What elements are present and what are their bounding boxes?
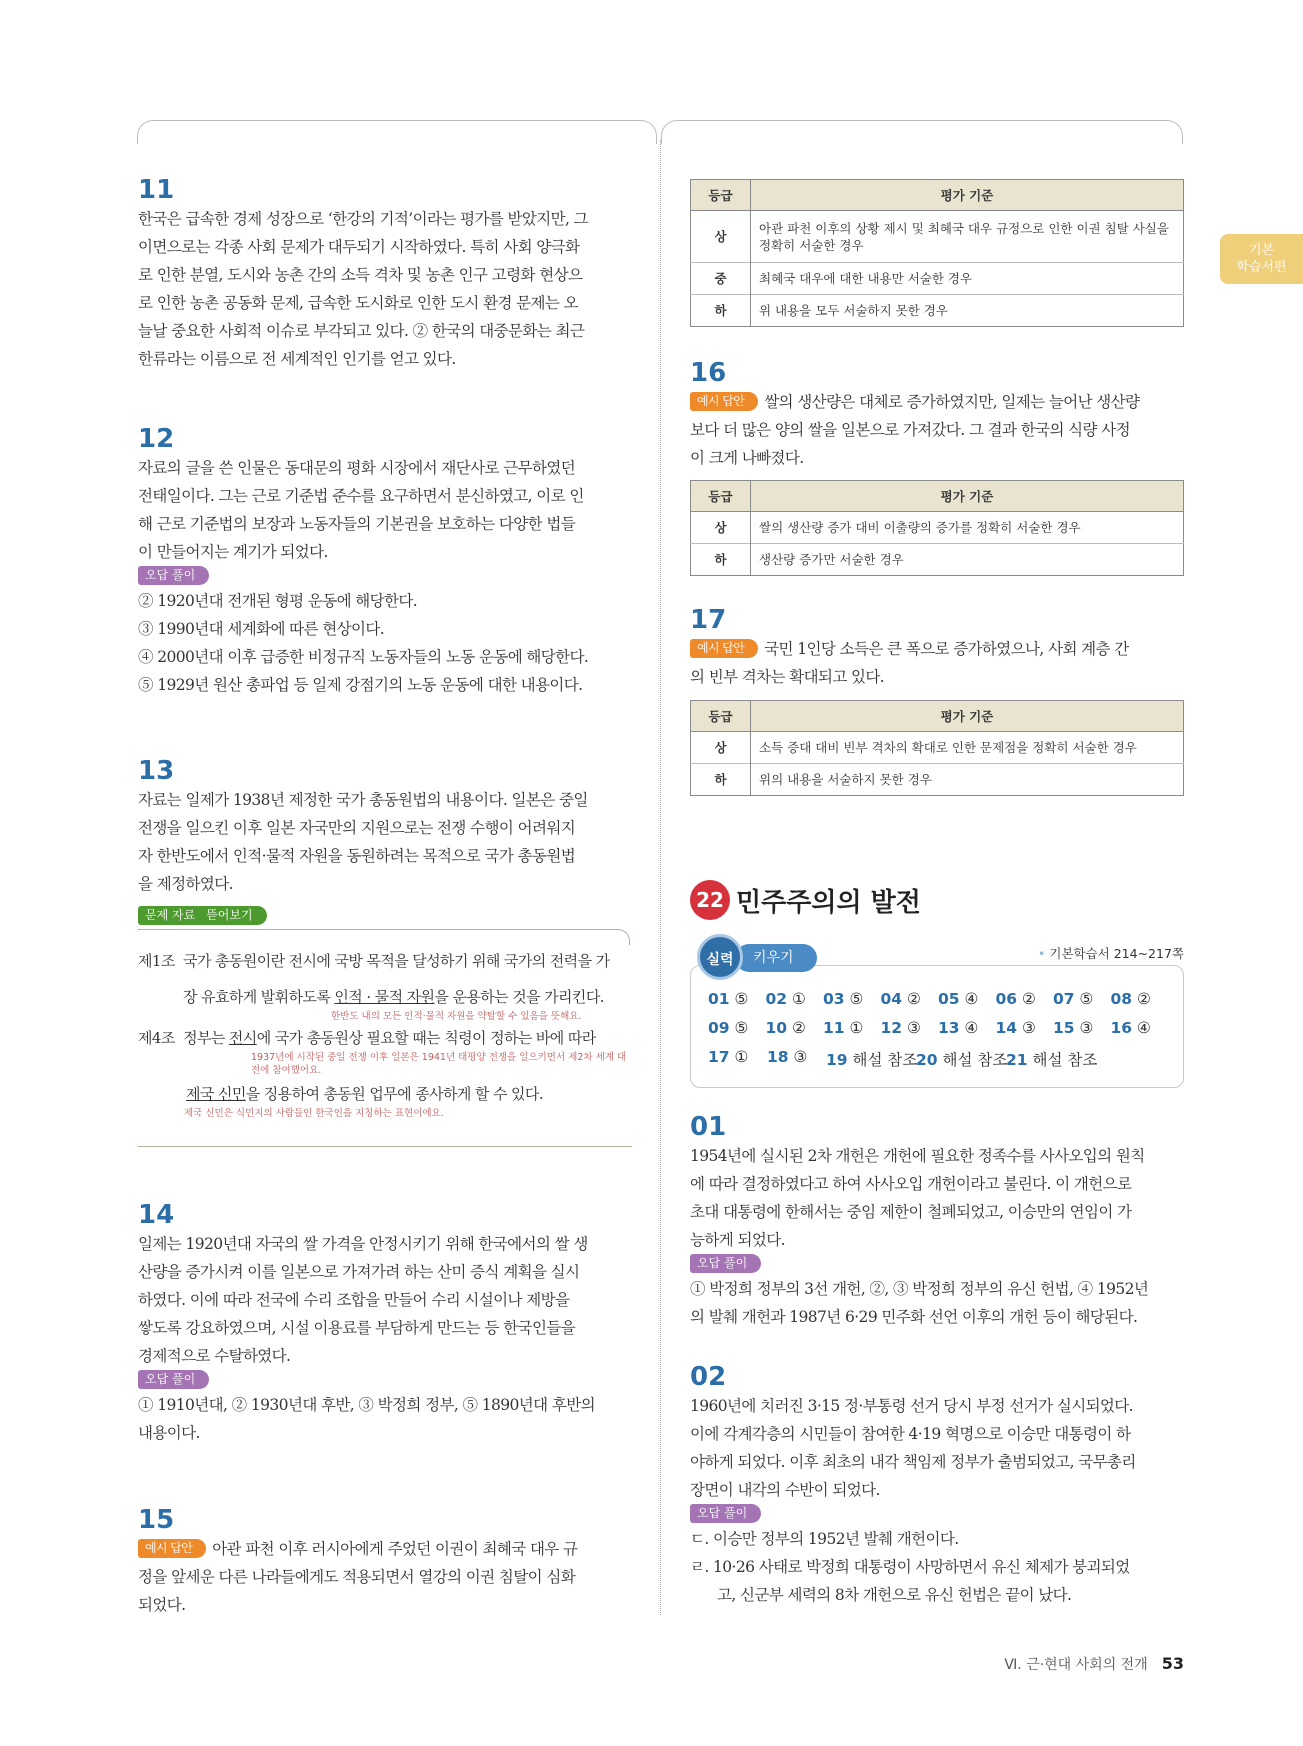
answer-choice: 해설 참조	[852, 1051, 918, 1069]
law-text-underlined: 전시	[228, 1029, 257, 1047]
answer-choice: ⑤	[1079, 990, 1094, 1008]
answer-choice: ④	[964, 1019, 979, 1037]
text-line: 늘날 중요한 사회적 이슈로 부각되고 있다. ② 한국의 대중문화는 최근	[138, 322, 585, 340]
answer-number: 08	[1110, 990, 1133, 1008]
text-line: 이에 각계각층의 시민들이 참여한 4·19 혁명으로 이승만 대통령이 하	[690, 1425, 1131, 1443]
table-row	[691, 544, 1184, 576]
text-line: 되었다.	[138, 1596, 186, 1614]
grading-table-16	[690, 480, 1184, 576]
answer-02-block	[690, 1362, 1184, 1609]
answer-item	[1006, 1048, 1096, 1077]
footer-section: Ⅵ. 근·현대 사회의 전개	[1004, 1657, 1148, 1673]
answer-choice: ②	[907, 990, 921, 1008]
answer-number: 12	[880, 1019, 903, 1037]
table-row	[691, 263, 1184, 295]
law-text: 장 유효하게 발휘하도록	[183, 988, 335, 1006]
list-item: ⑤ 1929년 원산 총파업 등 일제 강점기의 노동 운동에 대한 내용이다.	[138, 676, 583, 694]
table-header: 등급	[691, 481, 751, 512]
list-item: ㄷ. 이승만 정부의 1952년 발췌 개헌이다.	[690, 1530, 959, 1548]
q15-text	[138, 1535, 634, 1619]
text-line: 자 한반도에서 인적·물적 자원을 동원하려는 목적으로 국가 총동원법	[138, 847, 576, 865]
answer-number: 16	[1110, 1019, 1133, 1037]
list-item: ④ 2000년대 이후 급증한 비정규직 노동자들의 노동 운동에 해당한다.	[138, 648, 589, 666]
list-item: ② 1920년대 전개된 형평 운동에 해당한다.	[138, 592, 418, 610]
answer-02-text	[690, 1392, 1184, 1504]
answer-item	[708, 1048, 767, 1077]
table-row	[691, 732, 1184, 764]
source-tag-2: 뜯어보기	[199, 906, 266, 925]
text-line: 쌓도록 강요하였으며, 시설 이용료를 부담하게 만드는 등 한국인들을	[138, 1319, 576, 1337]
answer-choice: ②	[792, 1019, 806, 1037]
answer-item	[881, 990, 939, 1019]
question-number: 11	[138, 175, 175, 205]
table-row	[691, 512, 1184, 544]
sample-answer-tag: 예시 답안	[138, 1539, 206, 1558]
law-text: 을 운용하는 것을 가리킨다.	[434, 988, 604, 1006]
answer-choice: ④	[1137, 1019, 1151, 1037]
annotation-note: 제국 신민은 식민지의 사람들인 한국인을 지칭하는 표현이에요.	[184, 1108, 444, 1119]
text-line: 장면이 내각의 수반이 되었다.	[690, 1481, 880, 1499]
answer-row	[708, 1019, 1168, 1048]
column-divider	[660, 140, 661, 1615]
source-box-content	[138, 948, 634, 1120]
answer-item	[1053, 990, 1111, 1019]
answer-choice: ①	[792, 990, 806, 1008]
criteria-cell: 소득 증대 대비 빈부 격차의 확대로 인한 문제점을 정확히 서술한 경우	[751, 732, 1184, 764]
grade-cell: 상	[691, 512, 751, 544]
criteria-cell: 위의 내용을 서술하지 못한 경우	[751, 764, 1184, 796]
answer-item	[708, 1019, 766, 1048]
answer-choice: ②	[1022, 990, 1036, 1008]
answer-key-grid	[708, 990, 1168, 1077]
skill-pill: 키우기	[735, 944, 817, 972]
list-item: ③ 1990년대 세계화에 따른 현상이다.	[138, 620, 385, 638]
text-line: 일제는 1920년대 자국의 쌀 가격을 안정시키기 위해 한국에서의 쌀 생	[138, 1235, 588, 1253]
answer-number: 20	[916, 1051, 938, 1069]
answer-item	[708, 990, 766, 1019]
text-line: 로 인한 농촌 공동화 문제, 급속한 도시화로 인한 도시 환경 문제는 오	[138, 294, 578, 312]
answer-number: 18	[767, 1048, 789, 1066]
table-row	[691, 295, 1184, 327]
question-number: 14	[138, 1200, 175, 1230]
text-line: 전태일이다. 그는 근로 기준법 준수를 요구하면서 분신하였고, 이로 인	[138, 487, 584, 505]
skill-bubble: 실력	[697, 934, 743, 980]
annotation-note: 한반도 내의 모든 인적·물적 자원을 약탈할 수 있음을 뜻해요.	[331, 1011, 582, 1022]
answer-number: 03	[823, 990, 845, 1008]
criteria-cell: 아관 파천 이후의 상황 제시 및 최혜국 대우 규정으로 인한 이권 침탈 사실을 정확히 서술한 경우	[751, 211, 1184, 263]
q17-text	[690, 635, 1184, 691]
grading-table-15	[690, 179, 1184, 327]
q11-text	[138, 205, 634, 373]
text-line: 로 인한 분열, 도시와 농촌 간의 소득 격차 및 농촌 인구 고령화 현상으	[138, 266, 583, 284]
text-line: 초대 대통령에 한해서는 중임 제한이 철폐되었고, 이승만의 연임이 가	[690, 1203, 1132, 1221]
answer-row	[708, 990, 1168, 1019]
answer-choice: ③	[793, 1048, 808, 1066]
page-reference: • 기본학습서 214~217쪽	[1038, 944, 1184, 962]
question-number: 15	[138, 1505, 175, 1535]
question-number: 17	[690, 605, 727, 635]
answer-choice: ①	[734, 1048, 749, 1066]
law-text-underlined: 인적 · 물적 자원	[334, 988, 435, 1006]
q12-text	[138, 454, 634, 566]
answer-number: 05	[938, 990, 960, 1008]
answer-choice: ③	[907, 1019, 921, 1037]
law-article-label: 제4조	[138, 1029, 175, 1047]
wrong-answer-tag: 오답 풀이	[690, 1504, 761, 1523]
grade-cell: 상	[691, 732, 751, 764]
text-line: 정을 앞세운 다른 나라들에게도 적용되면서 열강의 이권 침탈이 심화	[138, 1568, 576, 1586]
answer-item	[766, 990, 824, 1019]
answer-item	[1053, 1019, 1111, 1048]
side-tab	[1220, 234, 1303, 284]
table-header: 평가 기준	[751, 180, 1184, 211]
grading-table-17	[690, 700, 1184, 796]
list-item: 내용이다.	[138, 1424, 200, 1442]
wrong-answer-tag: 오답 풀이	[138, 1370, 209, 1389]
q13-text	[138, 786, 634, 898]
grade-cell: 중	[691, 263, 751, 295]
left-column-frame	[137, 120, 657, 144]
answer-choice: ②	[1137, 990, 1151, 1008]
answer-number: 13	[938, 1019, 960, 1037]
answer-number: 04	[880, 990, 903, 1008]
answer-item	[881, 1019, 939, 1048]
source-box-top-border	[138, 929, 630, 945]
answer-choice: 해설 참조	[942, 1051, 1008, 1069]
answer-item	[1111, 990, 1169, 1019]
criteria-cell: 최혜국 대우에 대한 내용만 서술한 경우	[751, 263, 1184, 295]
law-text: 에 국가 총동원상 필요할 때는 칙령이 정하는 바에 따라	[256, 1029, 596, 1047]
grade-cell: 상	[691, 211, 751, 263]
answer-choice: ⑤	[734, 1019, 749, 1037]
wrong-answer-tag: 오답 풀이	[690, 1254, 761, 1273]
text-line: 전쟁을 일으킨 이후 일본 자국만의 지원으로는 전쟁 수행이 어려워지	[138, 819, 576, 837]
table-header: 등급	[691, 701, 751, 732]
answer-item	[938, 1019, 996, 1048]
question-number: 13	[138, 756, 175, 786]
law-text-underlined: 제국 신민	[186, 1085, 246, 1103]
question-number: 02	[690, 1362, 727, 1392]
text-line: 1960년에 치러진 3·15 정·부통령 선거 당시 부정 선거가 실시되었다.	[690, 1397, 1134, 1415]
text-line: 보다 더 많은 양의 쌀을 일본으로 가져갔다. 그 결과 한국의 식량 사정	[690, 421, 1130, 439]
text-line: 쌀의 생산량은 대체로 증가하였지만, 일제는 늘어난 생산량	[764, 393, 1140, 411]
answer-number: 15	[1053, 1019, 1075, 1037]
answer-number: 14	[995, 1019, 1018, 1037]
law-article-label: 제1조	[138, 952, 175, 970]
text-line: 해 근로 기준법의 보장과 노동자들의 기본권을 보호하는 다양한 법들	[138, 515, 576, 533]
annotation-note: 1937년에 시작된 중일 전쟁 이후 일본은 1941년 태평양 전쟁을 일으키면서 제2차 세계 대전에 참여했어요.	[251, 1052, 627, 1076]
grading-table-17-wrap	[690, 700, 1184, 796]
text-line: 자료는 일제가 1938년 제정한 국가 총동원법의 내용이다. 일본은 중일	[138, 791, 588, 809]
answer-item	[767, 1048, 826, 1077]
answer-number: 11	[823, 1019, 845, 1037]
answer-choice: ⑤	[849, 990, 864, 1008]
text-line: 의 빈부 격차는 확대되고 있다.	[690, 668, 885, 686]
answer-item	[823, 990, 881, 1019]
question-number: 01	[690, 1112, 727, 1142]
q13-block	[138, 756, 634, 898]
text-line: 아관 파천 이후 러시아에게 주었던 이권이 최혜국 대우 규	[212, 1540, 578, 1558]
side-tab-line2: 학습서편	[1236, 260, 1287, 275]
answer-choice: ③	[1079, 1019, 1094, 1037]
q15-block	[138, 1505, 634, 1619]
answer-number: 17	[708, 1048, 730, 1066]
answer-choice: ④	[964, 990, 979, 1008]
answer-item	[938, 990, 996, 1019]
side-tab-line1: 기본	[1248, 243, 1275, 258]
list-item: ① 1910년대, ② 1930년대 후반, ③ 박정희 정부, ⑤ 1890년대 후반의	[138, 1396, 595, 1414]
answer-choice: ③	[1022, 1019, 1036, 1037]
answer-number: 21	[1006, 1051, 1028, 1069]
q17-block	[690, 605, 1184, 691]
wrong-answer-tag: 오답 풀이	[138, 566, 209, 585]
table-header: 평가 기준	[751, 701, 1184, 732]
sample-answer-tag: 예시 답안	[690, 392, 758, 411]
law-text: 국가 총동원이란 전시에 국방 목적을 달성하기 위해 국가의 전력을 가	[183, 952, 610, 970]
table-row	[691, 764, 1184, 796]
answer-choice: ⑤	[734, 990, 749, 1008]
criteria-cell: 위 내용을 모두 서술하지 못한 경우	[751, 295, 1184, 327]
list-item: 고, 신군부 세력의 8차 개헌으로 유신 헌법은 끝이 났다.	[717, 1586, 1072, 1604]
q16-text	[690, 388, 1184, 472]
text-line: 야하게 되었다. 이후 최초의 내각 책임제 정부가 출범되었고, 국무총리	[690, 1453, 1136, 1471]
answer-item	[826, 1048, 916, 1077]
table-header: 등급	[691, 180, 751, 211]
text-line: 국민 1인당 소득은 큰 폭으로 증가하였으나, 사회 계층 간	[764, 640, 1129, 658]
page-footer	[1004, 1654, 1184, 1674]
answer-number: 09	[708, 1019, 730, 1037]
text-line: 에 따라 결정하였다고 하여 사사오입 개헌이라고 불린다. 이 개헌으로	[690, 1175, 1132, 1193]
answer-01-text	[690, 1142, 1184, 1254]
source-box-header	[138, 906, 634, 925]
answer-row	[708, 1048, 1168, 1077]
chapter-number-badge: 22	[690, 880, 730, 920]
answer-item	[996, 1019, 1054, 1048]
q12-block	[138, 424, 634, 699]
law-text: 정부는	[183, 1029, 229, 1047]
grade-cell: 하	[691, 764, 751, 796]
text-line: 산량을 증가시켜 이를 일본으로 가져가려 하는 산미 증식 계획을 실시	[138, 1263, 580, 1281]
text-line: 을 제정하였다.	[138, 875, 233, 893]
table-header: 평가 기준	[751, 481, 1184, 512]
answer-choice: ①	[849, 1019, 864, 1037]
list-item: ① 박정희 정부의 3선 개헌, ②, ③ 박정희 정부의 유신 헌법, ④ 1952년	[690, 1280, 1149, 1298]
q14-text	[138, 1230, 634, 1370]
chapter-title: 민주주의의 발전	[736, 887, 921, 918]
answer-item	[996, 990, 1054, 1019]
q16-block	[690, 358, 1184, 472]
answer-number: 06	[995, 990, 1018, 1008]
question-number: 16	[690, 358, 727, 388]
question-number: 12	[138, 424, 175, 454]
answer-item	[1111, 1019, 1169, 1048]
law-text: 을 징용하여 총동원 업무에 종사하게 할 수 있다.	[245, 1085, 543, 1103]
text-line: 이 크게 나빠졌다.	[690, 449, 804, 467]
text-line: 자료의 글을 쓴 인물은 동대문의 평화 시장에서 재단사로 근무하였던	[138, 459, 576, 477]
chapter-heading	[690, 880, 921, 920]
grade-cell: 하	[691, 544, 751, 576]
q14-block	[138, 1200, 634, 1447]
answer-number: 02	[765, 990, 788, 1008]
list-item: ㄹ. 10·26 사태로 박정희 대통령이 사망하면서 유신 체제가 붕괴되었	[690, 1558, 1130, 1576]
list-item: 의 발췌 개헌과 1987년 6·29 민주화 선언 이후의 개헌 등이 해당된다.	[690, 1308, 1138, 1326]
answer-number: 19	[826, 1051, 848, 1069]
grade-cell: 하	[691, 295, 751, 327]
text-line: 경제적으로 수탈하였다.	[138, 1347, 291, 1365]
text-line: 이 만들어지는 계기가 되었다.	[138, 543, 328, 561]
sample-answer-tag: 예시 답안	[690, 639, 758, 658]
text-line: 이면으로는 각종 사회 문제가 대두되기 시작하였다. 특히 사회 양극화	[138, 238, 580, 256]
answer-item	[916, 1048, 1006, 1077]
text-line: 한국은 급속한 경제 성장으로 ‘한강의 기적’이라는 평가를 받았지만, 그	[138, 210, 589, 228]
text-line: 능하게 되었다.	[690, 1231, 785, 1249]
page-number: 53	[1161, 1654, 1184, 1673]
text-line: 하였다. 이에 따라 전국에 수리 조합을 만들어 수리 시설이나 제방을	[138, 1291, 570, 1309]
q11-block	[138, 175, 634, 373]
grading-table-16-wrap	[690, 480, 1184, 576]
text-line: 1954년에 실시된 2차 개헌은 개헌에 필요한 정족수를 사사오입의 원칙	[690, 1147, 1145, 1165]
criteria-cell: 쌀의 생산량 증가 대비 이출량의 증가를 정확히 서술한 경우	[751, 512, 1184, 544]
text-line: 한류라는 이름으로 전 세계적인 인기를 얻고 있다.	[138, 350, 456, 368]
answer-choice: 해설 참조	[1032, 1051, 1098, 1069]
grading-table-15-wrap	[690, 179, 1184, 327]
table-row	[691, 211, 1184, 263]
answer-01-block	[690, 1112, 1184, 1331]
answer-item	[823, 1019, 881, 1048]
answer-number: 01	[708, 990, 730, 1008]
right-column-frame	[661, 120, 1183, 144]
source-tag-1: 문제 자료	[138, 906, 201, 925]
source-box-bottom-border	[138, 1146, 632, 1147]
criteria-cell: 생산량 증가만 서술한 경우	[751, 544, 1184, 576]
answer-number: 07	[1053, 990, 1075, 1008]
answer-item	[766, 1019, 824, 1048]
answer-number: 10	[765, 1019, 788, 1037]
